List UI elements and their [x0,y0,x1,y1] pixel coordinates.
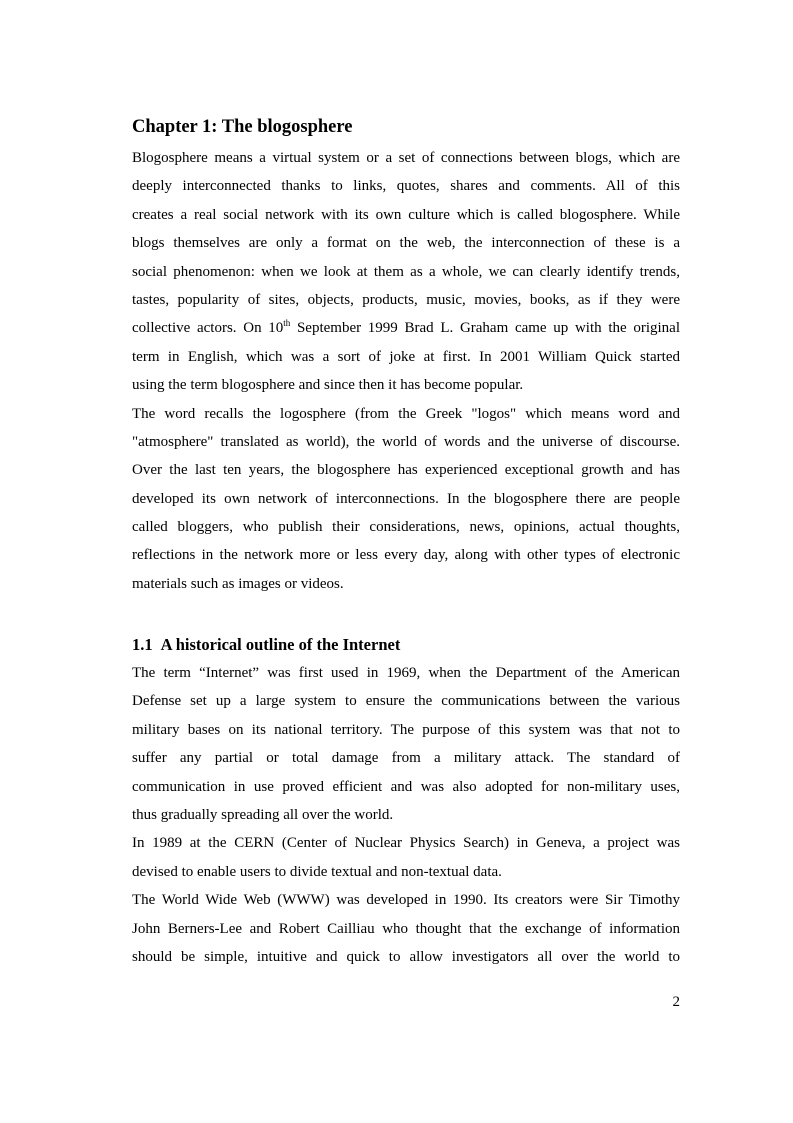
text-line: suffer any partial or total damage from a military attack. The standard of [132,750,680,767]
text-line: social phenomenon: when we look at them as a whole, we can clearly identify trends, [132,263,680,280]
text-line: blogs themselves are only a format on the web, the interconnection of these is a [132,235,680,252]
text-line: Defense set up a large system to ensure the communications between the various [132,693,680,710]
text-line: developed its own network of interconnections. In the blogosphere there are people [132,490,680,507]
text-line: The word recalls the logosphere (from the Greek "logos" which means word and [132,405,680,422]
chapter-body [132,144,680,598]
chapter-title: Chapter 1: The blogosphere [132,117,353,137]
text-line: Over the last ten years, the blogosphere has experienced exceptional growth and has [132,462,680,479]
text-line: creates a real social network with its own culture which is called blogosphere. While [132,206,680,223]
text-fragment: September 1999 Brad L. Graham came up with the original [290,320,680,337]
text-line: The World Wide Web (WWW) was developed in 1990. Its creators were Sir Timothy [132,892,680,909]
text-line: using the term blogosphere and since then it has become popular. [132,377,524,394]
paragraph-internet-origin [132,659,680,829]
text-line: "atmosphere" translated as world), the world of words and the universe of discourse. [132,433,680,450]
section-body [132,659,680,971]
text-line: materials such as images or videos. [132,575,344,592]
page-number: 2 [672,994,680,1010]
text-line: deeply interconnected thanks to links, quotes, shares and comments. All of this [132,178,680,195]
section-heading-text: A historical outline of the Internet [160,635,401,654]
text-line: reflections in the network more or less every day, along with other types of electronic [132,547,680,564]
section-number: 1.1 [132,635,153,654]
text-line: term in English, which was a sort of joke at first. In 2001 William Quick started [132,348,680,365]
text-line: devised to enable users to divide textual and non-textual data. [132,863,502,880]
text-line: tastes, popularity of sites, objects, products, music, movies, books, as if they were [132,291,680,308]
text-fragment: collective actors. On 10 [132,320,284,337]
text-line-with-superscript [132,314,680,342]
text-line: thus gradually spreading all over the world. [132,806,394,823]
paragraph-blogosphere-definition [132,144,680,400]
text-line: Blogosphere means a virtual system or a set of connections between blogs, which are [132,150,680,166]
text-line: In 1989 at the CERN (Center of Nuclear Physics Search) in Geneva, a project was [132,835,680,852]
text-line: military bases on its national territory. The purpose of this system was that not to [132,721,680,738]
ordinal-superscript: th [283,318,291,329]
text-line: called bloggers, who publish their considerations, news, opinions, actual thoughts, [132,519,680,536]
paragraph-cern [132,829,680,886]
paragraph-www [132,886,680,971]
text-line: should be simple, intuitive and quick to allow investigators all over the world to [132,948,680,965]
text-line: John Berners-Lee and Robert Cailliau who thought that the exchange of information [132,920,680,937]
text-line: communication in use proved efficient and was also adopted for non-military uses, [132,778,680,795]
section-title [132,634,680,656]
text-line: The term “Internet” was first used in 1969, when the Department of the American [132,665,680,681]
paragraph-logosphere [132,400,680,599]
